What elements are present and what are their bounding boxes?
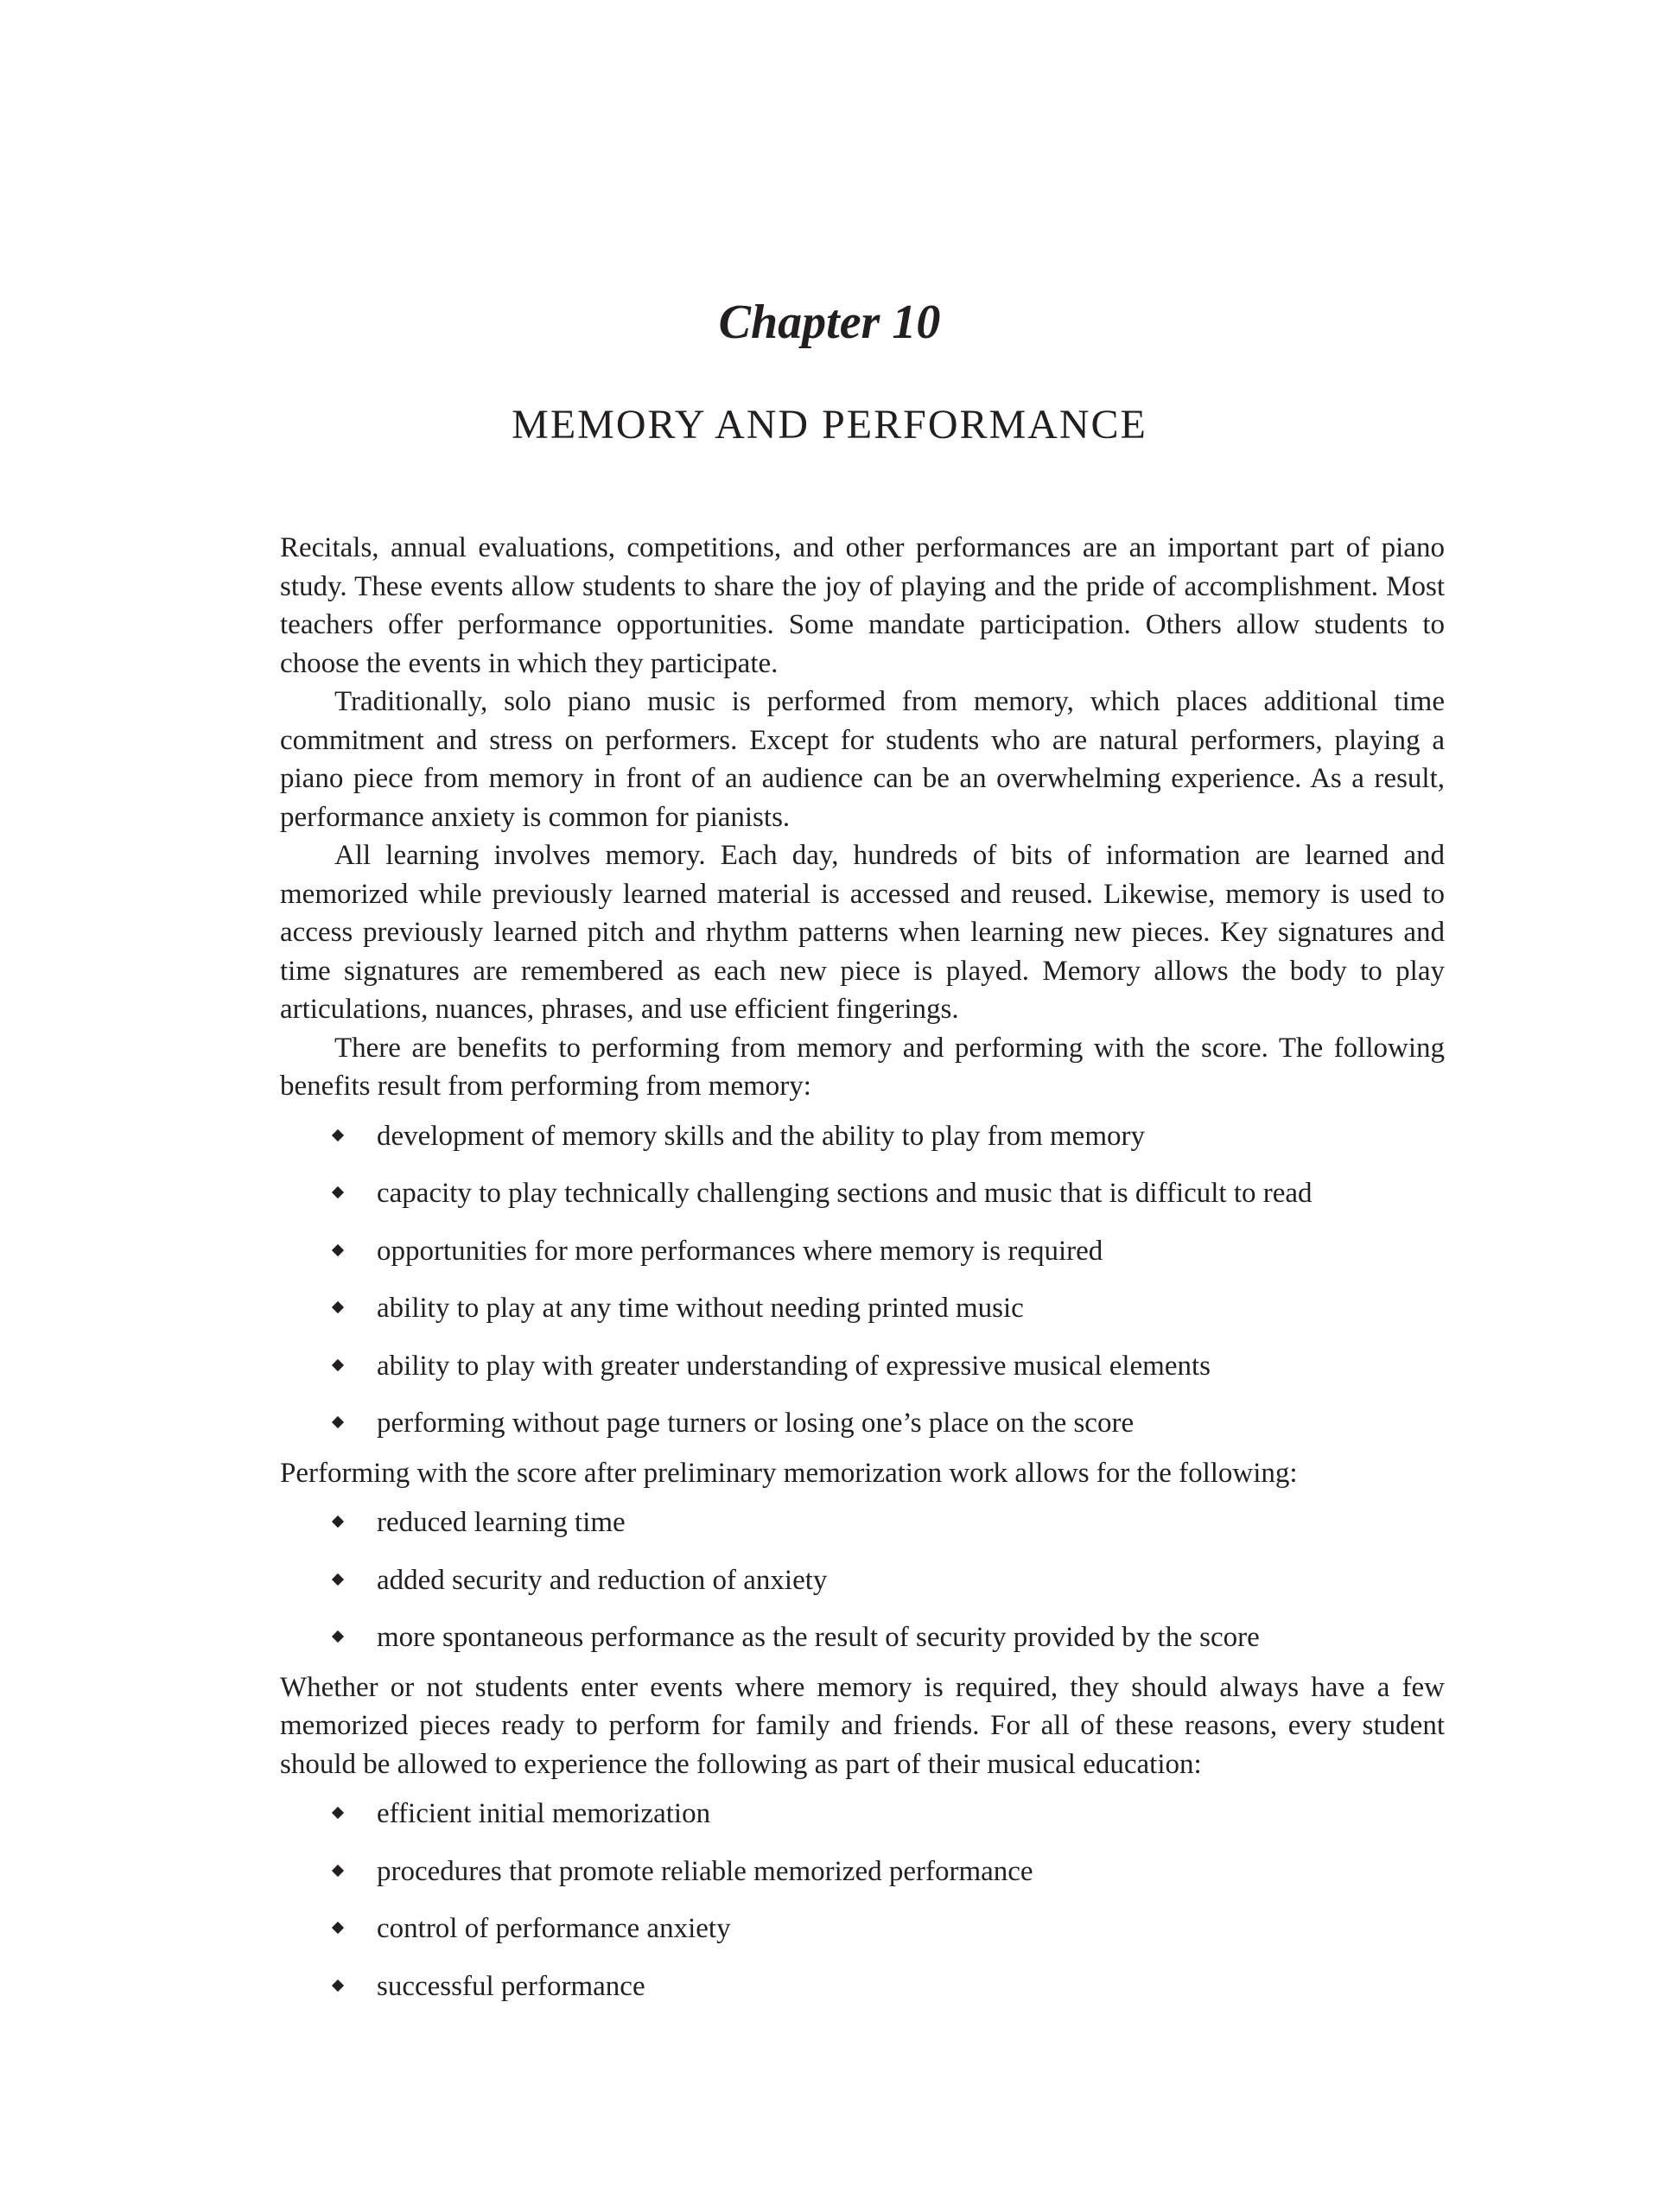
list-item-text: control of performance anxiety bbox=[377, 1913, 731, 1944]
experiences-list bbox=[280, 1795, 1445, 2005]
paragraph-score: Performing with the score after preliminary memorization work allows for the following: bbox=[280, 1457, 1298, 1489]
diamond-bullet-icon bbox=[332, 1807, 344, 1819]
list-item-text: ability to play at any time without needing printed music bbox=[377, 1293, 1024, 1324]
list-item bbox=[334, 1910, 1445, 1948]
diamond-bullet-icon bbox=[332, 1358, 344, 1370]
list-item-text: added security and reduction of anxiety bbox=[377, 1564, 828, 1596]
paragraph-whether: Whether or not students enter events where memory is required, they should always have a few memorized pieces ready to perform for family and friends. For all of these reasons, every student should be allowed to experience the following as part of their musical education: bbox=[280, 1671, 1445, 1780]
list-item bbox=[334, 1404, 1445, 1443]
diamond-bullet-icon bbox=[332, 1630, 344, 1643]
diamond-bullet-icon bbox=[332, 1301, 344, 1313]
list-item-text: capacity to play technically challenging sections and music that is difficult to read bbox=[377, 1178, 1313, 1209]
diamond-bullet-icon bbox=[332, 1186, 344, 1198]
chapter-heading: Chapter 10 bbox=[718, 296, 941, 349]
list-item-text: successful performance bbox=[377, 1970, 645, 2002]
list-item bbox=[334, 1347, 1445, 1386]
list-item-text: ability to play with greater understanding of expressive musical elements bbox=[377, 1350, 1211, 1382]
list-item bbox=[334, 1561, 1445, 1600]
score-benefits-list bbox=[280, 1503, 1445, 1657]
diamond-bullet-icon bbox=[332, 1573, 344, 1585]
list-item-text: development of memory skills and the ability to play from memory bbox=[377, 1120, 1145, 1152]
diamond-bullet-icon bbox=[332, 1128, 344, 1141]
diamond-bullet-icon bbox=[332, 1864, 344, 1876]
paragraph-intro: Recitals, annual evaluations, competitions, and other performances are an important part of piano study. These events allow students to share the joy of playing and the pride of accomplishment. Most teachers offer performance opportunities. Some mandate participation. Others allow students to choose the events in which they participate. bbox=[280, 532, 1445, 679]
list-item bbox=[334, 1967, 1445, 2006]
chapter-body bbox=[280, 529, 1445, 2017]
list-item-text: reduced learning time bbox=[377, 1507, 626, 1538]
memory-benefits-list bbox=[280, 1117, 1445, 1443]
list-item bbox=[334, 1618, 1445, 1657]
paragraph-learning: All learning involves memory. Each day, hundreds of bits of information are learned and memorized while previously learned material is accessed and reused. Likewise, memory is used to access previously learned pitch and rhythm patterns when learning new pieces. Key signatures and time signatures are remembered as each new piece is played. Memory allows the body to play articulations, nuances, phrases, and use efficient fingerings. bbox=[280, 840, 1445, 1025]
list-item bbox=[334, 1503, 1445, 1542]
list-item bbox=[334, 1853, 1445, 1891]
list-item-text: performing without page turners or losing one’s place on the score bbox=[377, 1408, 1135, 1439]
list-item bbox=[334, 1795, 1445, 1834]
list-item bbox=[334, 1117, 1445, 1156]
diamond-bullet-icon bbox=[332, 1516, 344, 1528]
list-item-text: efficient initial memorization bbox=[377, 1798, 711, 1829]
diamond-bullet-icon bbox=[332, 1416, 344, 1428]
diamond-bullet-icon bbox=[332, 1243, 344, 1255]
list-item bbox=[334, 1232, 1445, 1271]
list-item bbox=[334, 1174, 1445, 1213]
paragraph-tradition: Traditionally, solo piano music is performed from memory, which places additional time commitment and stress on performers. Except for students who are natural performers, playing a piano piece from memory in front of an audience can be an overwhelming experience. As a result, performance anxiety is common for pianists. bbox=[280, 686, 1445, 833]
chapter-title: MEMORY AND PERFORMANCE bbox=[512, 402, 1147, 448]
diamond-bullet-icon bbox=[332, 1979, 344, 1991]
list-item-text: procedures that promote reliable memorized performance bbox=[377, 1855, 1033, 1887]
diamond-bullet-icon bbox=[332, 1922, 344, 1934]
list-item-text: more spontaneous performance as the result of security provided by the score bbox=[377, 1622, 1260, 1653]
list-item bbox=[334, 1289, 1445, 1328]
list-item-text: opportunities for more performances where memory is required bbox=[377, 1235, 1103, 1267]
paragraph-benefits: There are benefits to performing from memory and performing with the score. The following benefits result from performing from memory: bbox=[280, 1032, 1445, 1102]
